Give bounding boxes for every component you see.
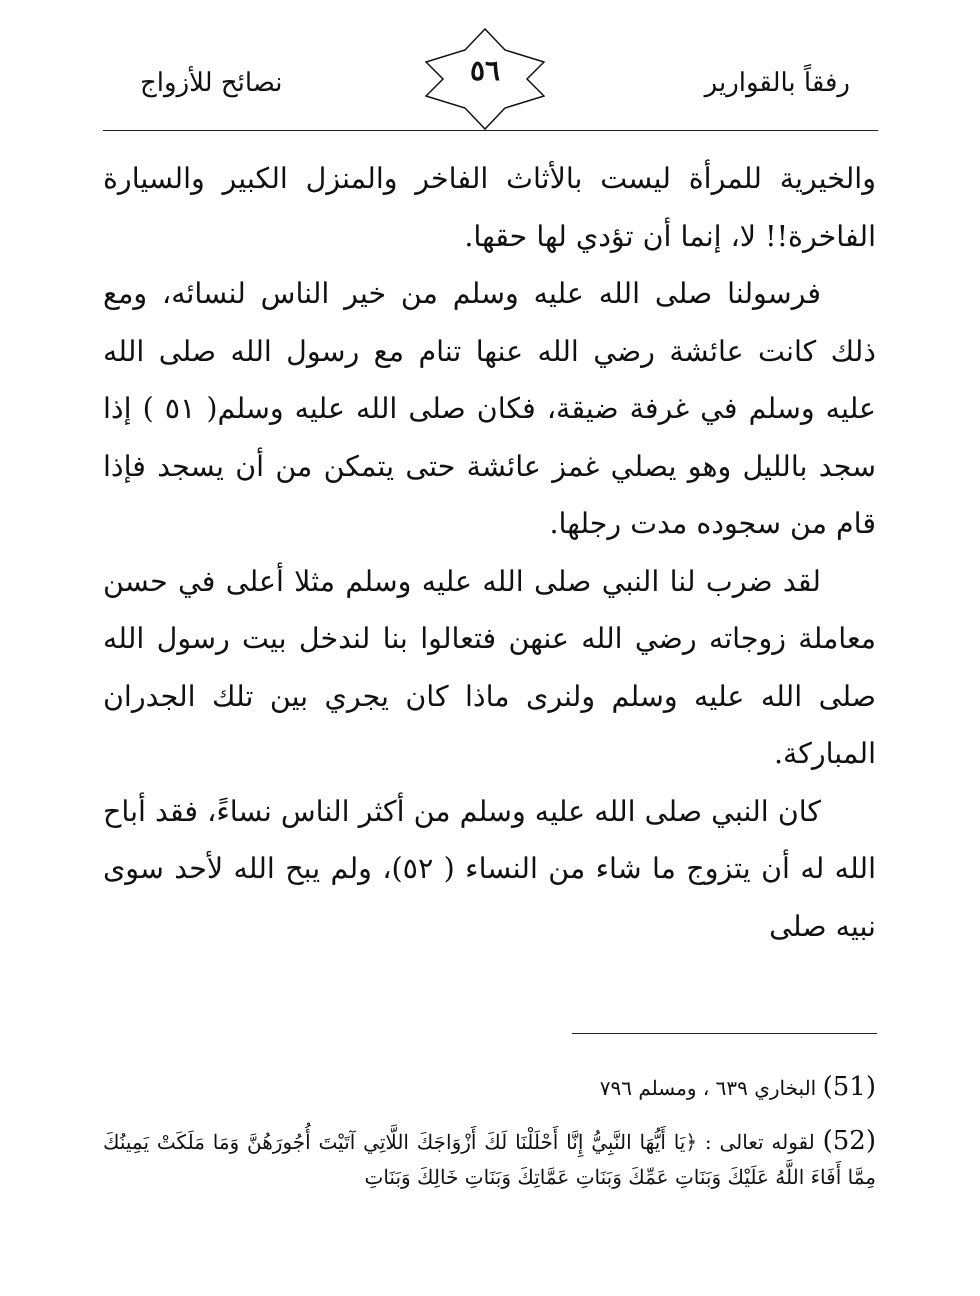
header-divider bbox=[103, 130, 878, 131]
footnote-text: البخاري ٦٣٩ ، ومسلم ٧٩٦ bbox=[599, 1076, 817, 1100]
paragraph: فرسولنا صلى الله عليه وسلم من خير الناس لنسائه، ومع ذلك كانت عائشة رضي الله عنها تنام مع رسول الله صلى الله عليه وسلم في غرفة ضيقة، فكان صلى الله عليه وسلم( ٥١ ) إذا سجد بالليل وهو يصلي غمز عائشة حتى يتمكن من أن يسجد فإذا قام من سجوده مدت رجلها. bbox=[103, 277, 877, 540]
footnote-text: لقوله تعالى : ﴿يَا أَيُّهَا النَّبِيُّ إِنَّا أَحْلَلْنَا لَكَ أَزْوَاجَكَ اللَّاتِي آتَيْتَ أُجُورَهُنَّ وَمَا مَلَكَتْ يَمِينُكَ مِمَّا أَفَاءَ اللَّهُ عَلَيْكَ وَبَنَاتِ عَمِّكَ وَبَنَاتِ عَمَّاتِكَ وَبَنَاتِ خَالِكَ وَبَنَاتِ bbox=[103, 1130, 876, 1189]
footnotes bbox=[103, 1070, 876, 1213]
footnote-number: (52) bbox=[822, 1126, 877, 1156]
page-number-badge bbox=[425, 28, 545, 130]
paragraph: والخيرية للمرأة ليست بالأثاث الفاخر والمنزل الكبير والسيارة الفاخرة!! لا، إنما أن تؤدي لها حقها. bbox=[103, 162, 876, 253]
footnote-divider bbox=[572, 1033, 877, 1034]
section-title: نصائح للأزواج bbox=[140, 68, 283, 98]
footnote bbox=[103, 1124, 876, 1195]
footnote bbox=[103, 1070, 876, 1106]
main-text bbox=[103, 150, 876, 955]
paragraph: كان النبي صلى الله عليه وسلم من أكثر الناس نساءً، فقد أباح الله له أن يتزوج ما شاء من النساء ( ٥٢)، ولم يبح الله لأحد سوى نبيه صلى bbox=[103, 794, 876, 943]
page-header bbox=[0, 0, 980, 140]
footnote-number: (51) bbox=[822, 1072, 876, 1102]
book-title: رفقاً بالقوارير bbox=[704, 68, 850, 98]
page-number: ٥٦ bbox=[469, 54, 501, 87]
paragraph: لقد ضرب لنا النبي صلى الله عليه وسلم مثلا أعلى في حسن معاملة زوجاته رضي الله عنهن فتعالوا بنا لندخل بيت رسول الله صلى الله عليه وسلم ولنرى ماذا كان يجري بين تلك الجدران المباركة. bbox=[103, 564, 876, 770]
